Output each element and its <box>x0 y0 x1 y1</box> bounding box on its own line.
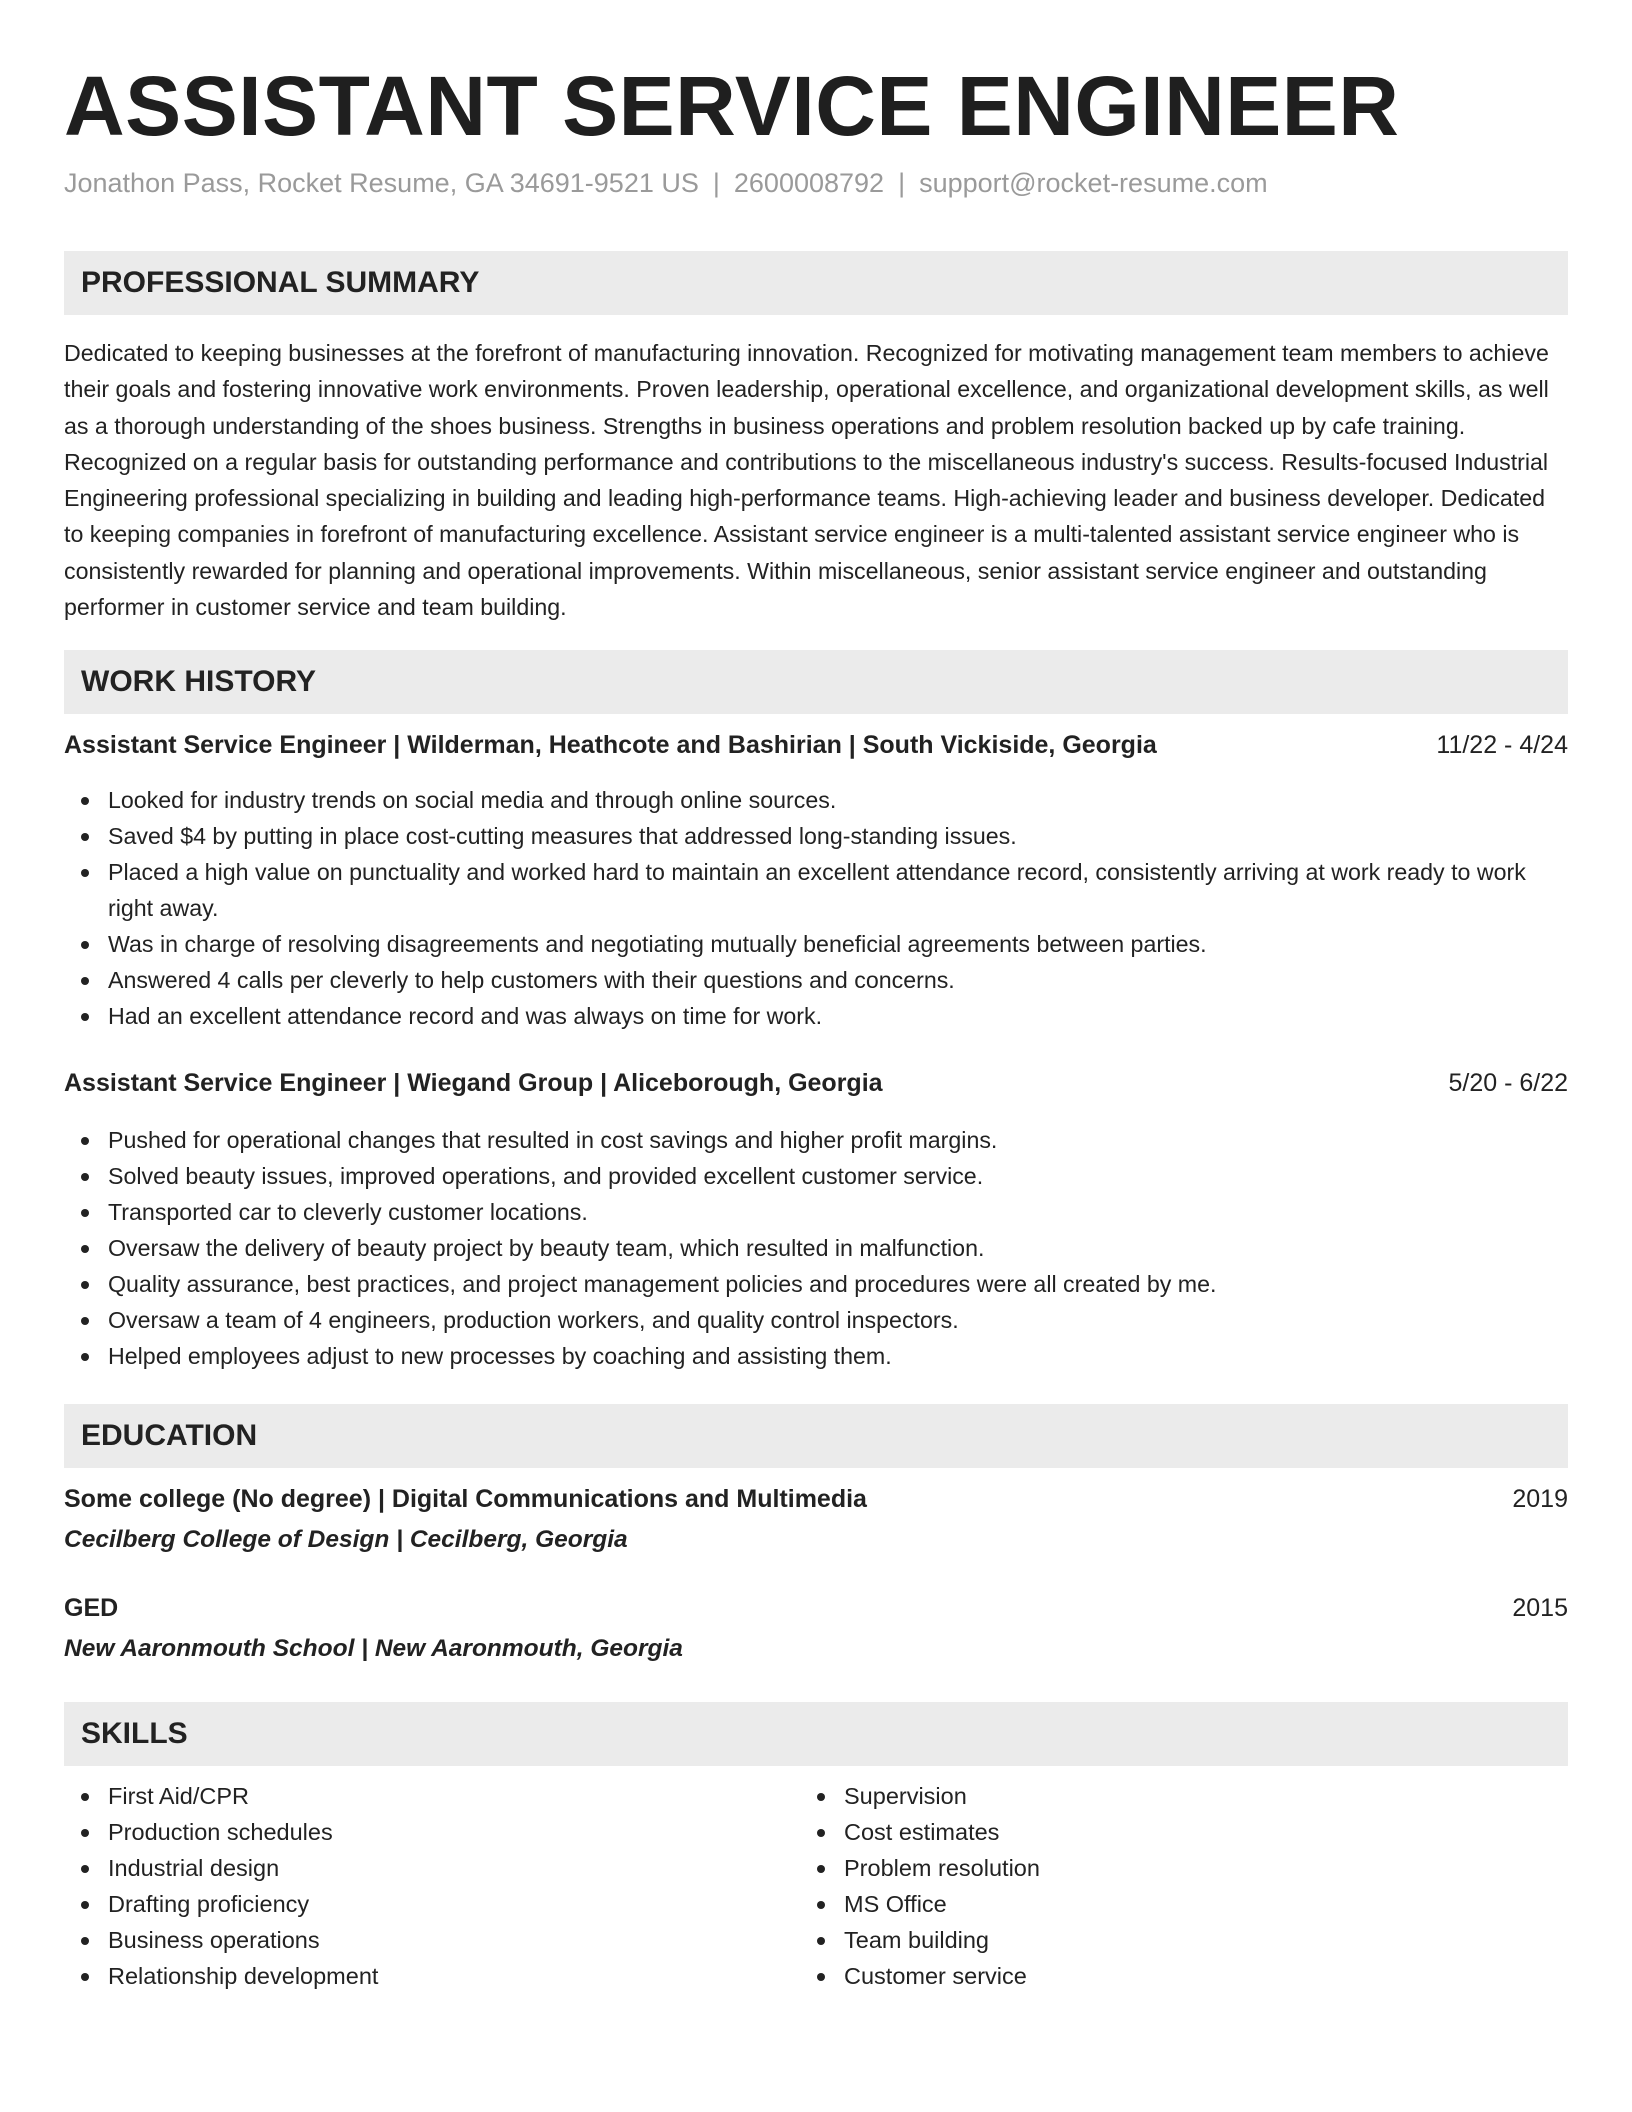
contact-phone: 2600008792 <box>733 168 885 198</box>
list-item: Answered 4 calls per cleverly to help customers with their questions and concerns. <box>64 962 1568 998</box>
job-dates: 5/20 - 6/22 <box>1448 1069 1568 1097</box>
list-item: Looked for industry trends on social media and through online sources. <box>64 782 1568 818</box>
skill-item: First Aid/CPR <box>64 1778 764 1814</box>
education-year: 2019 <box>1512 1485 1568 1513</box>
education-header <box>64 1485 1568 1519</box>
resume-title: ASSISTANT SERVICE ENGINEER <box>64 59 1400 153</box>
education-header <box>64 1594 1568 1628</box>
skill-item: MS Office <box>800 1886 1500 1922</box>
education-degree: Some college (No degree) | Digital Communications and Multimedia <box>64 1485 867 1513</box>
section-title: PROFESSIONAL SUMMARY <box>81 266 480 299</box>
summary-text: Dedicated to keeping businesses at the forefront of manufacturing innovation. Recognized for motivating management team members to achieve their goals and fostering innovative work environments. Proven leadership, operational excellence, and organizational development skills, as well as a thorough understanding of the shoes business. Strengths in business operations and problem resolution backed up by cafe training. Recognized on a regular basis for outstanding performance and contributions to the miscellaneous industry's success. Results-focused Industrial Engineering professional specializing in building and leading high-performance teams. High-achieving leader and business developer. Dedicated to keeping companies in forefront of manufacturing excellence. Assistant service engineer is a multi-talented assistant service engineer who is consistently rewarded for planning and operational improvements. Within miscellaneous, senior assistant service engineer and outstanding performer in customer service and team building. <box>64 340 1549 621</box>
education-school: Cecilberg College of Design | Cecilberg, Georgia <box>64 1526 628 1553</box>
skill-item: Relationship development <box>64 1958 764 1994</box>
list-item: Pushed for operational changes that resulted in cost savings and higher profit margins. <box>64 1122 1568 1158</box>
job-header <box>64 1069 1568 1103</box>
skills-list-left <box>64 1778 764 1994</box>
list-item: Placed a high value on punctuality and worked hard to maintain an excellent attendance record, consistently arriving at work ready to work right away. <box>64 854 1568 926</box>
skill-item: Cost estimates <box>800 1814 1500 1850</box>
job-bullets <box>64 1122 1568 1374</box>
section-title: SKILLS <box>81 1717 188 1750</box>
contact-email: support@rocket-resume.com <box>919 168 1268 198</box>
job-bullets <box>64 782 1568 1034</box>
education-year: 2015 <box>1512 1594 1568 1622</box>
skill-item: Business operations <box>64 1922 764 1958</box>
list-item: Quality assurance, best practices, and project management policies and procedures were all created by me. <box>64 1266 1568 1302</box>
section-header-work-history <box>64 650 1568 714</box>
list-item: Saved $4 by putting in place cost-cutting measures that addressed long-standing issues. <box>64 818 1568 854</box>
skill-item: Drafting proficiency <box>64 1886 764 1922</box>
skill-item: Supervision <box>800 1778 1500 1814</box>
contact-address: Jonathon Pass, Rocket Resume, GA 34691-9521 US <box>64 168 699 198</box>
skill-item: Production schedules <box>64 1814 764 1850</box>
job-header <box>64 731 1568 765</box>
list-item: Oversaw a team of 4 engineers, production workers, and quality control inspectors. <box>64 1302 1568 1338</box>
skill-item: Industrial design <box>64 1850 764 1886</box>
section-header-education <box>64 1404 1568 1468</box>
section-title: WORK HISTORY <box>81 665 317 698</box>
list-item: Helped employees adjust to new processes by coaching and assisting them. <box>64 1338 1568 1374</box>
contact-separator: | <box>898 168 906 198</box>
list-item: Transported car to cleverly customer locations. <box>64 1194 1568 1230</box>
job-title: Assistant Service Engineer | Wilderman, Heathcote and Bashirian | South Vickiside, Georgia <box>64 731 1157 759</box>
skill-item: Team building <box>800 1922 1500 1958</box>
section-header-summary <box>64 251 1568 315</box>
contact-separator: | <box>712 168 720 198</box>
section-header-skills <box>64 1702 1568 1766</box>
education-degree: GED <box>64 1594 119 1622</box>
skill-item: Customer service <box>800 1958 1500 1994</box>
list-item: Solved beauty issues, improved operations, and provided excellent customer service. <box>64 1158 1568 1194</box>
skill-item: Problem resolution <box>800 1850 1500 1886</box>
education-school: New Aaronmouth School | New Aaronmouth, Georgia <box>64 1635 683 1662</box>
contact-line <box>64 168 1268 199</box>
job-dates: 11/22 - 4/24 <box>1436 731 1568 759</box>
skills-list-right <box>800 1778 1500 1994</box>
list-item: Had an excellent attendance record and was always on time for work. <box>64 998 1568 1034</box>
list-item: Oversaw the delivery of beauty project by beauty team, which resulted in malfunction. <box>64 1230 1568 1266</box>
list-item: Was in charge of resolving disagreements and negotiating mutually beneficial agreements between parties. <box>64 926 1568 962</box>
section-title: EDUCATION <box>81 1419 258 1452</box>
job-title: Assistant Service Engineer | Wiegand Group | Aliceborough, Georgia <box>64 1069 883 1097</box>
